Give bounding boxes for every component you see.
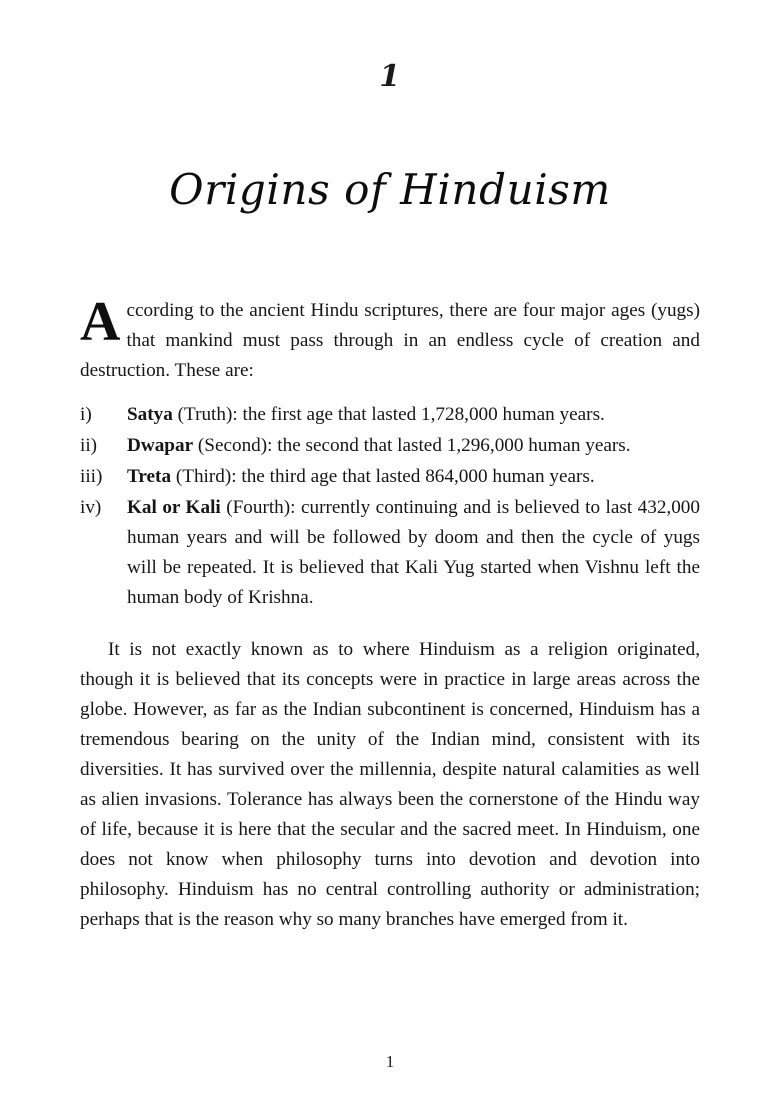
list-item-text: (Third): the third age that lasted 864,000 human years. <box>171 466 595 487</box>
list-item-text: (Second): the second that lasted 1,296,000 human years. <box>193 435 631 456</box>
lead-paragraph <box>80 291 700 386</box>
list-item-term: Dwapar <box>127 435 194 456</box>
list-item-text: (Fourth): currently continuing and is believed to last 432,000 human years and will be followed by doom and then the cycle of yugs will be repeated. It is believed that Kali Yug started when Vishnu left the human body of Krishna. <box>127 497 700 608</box>
list-item-text: (Truth): the first age that lasted 1,728,000 human years. <box>172 404 605 425</box>
list-item-term: Kal or Kali <box>127 497 221 518</box>
closing-paragraph: It is not exactly known as to where Hinduism as a religion originated, though it is believed that its concepts were in practice in large areas across the globe. However, as far as the Indian subcontinent is concerned, Hinduism has a tremendous bearing on the unity of the Indian mind, consistent with its diversities. It has survived over the millennia, despite natural calamities as well as alien invasions. Tolerance has always been the cornerstone of the Hindu way of life, because it is here that the secular and the sacred meet. In Hinduism, one does not know when philosophy turns into devotion and devotion into philosophy. Hinduism has no central controlling authority or administration; perhaps that is the reason why so many branches have emerged from it. <box>80 639 700 930</box>
list-item <box>80 400 700 430</box>
list-item-marker: i) <box>80 404 92 425</box>
list-item-marker: ii) <box>80 435 98 456</box>
text-column <box>80 291 700 935</box>
list-item <box>80 493 700 613</box>
page-number: 1 <box>385 1052 395 1071</box>
list-item-marker: iii) <box>80 466 103 487</box>
list-item-marker: iv) <box>80 497 102 518</box>
page-title: Origins of Hinduism <box>169 165 611 215</box>
list-item <box>80 431 700 461</box>
drop-cap: A <box>80 291 121 353</box>
list-item-term: Treta <box>127 466 172 487</box>
lead-paragraph-text: ccording to the ancient Hindu scriptures, there are four major ages (yugs) that mankind must pass through in an endless cycle of creation and destruction. These are: <box>80 300 700 381</box>
chapter-number: 1 <box>379 59 401 94</box>
list-item <box>80 462 700 492</box>
list-item-term: Satya <box>127 404 173 425</box>
yug-list <box>80 400 700 613</box>
